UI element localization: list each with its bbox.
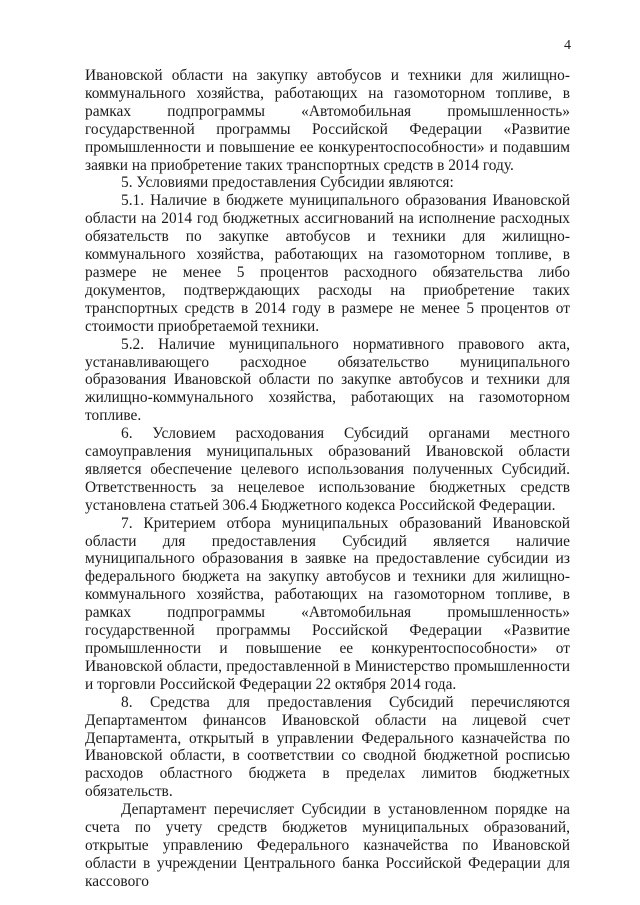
document-body (85, 67, 570, 891)
paragraph-item-7: 7. Критерием отбора муниципальных образований Ивановской области для предоставления Субсидий является наличие муниципального образования в заявке на предоставление субсидии из федерального бюджета на закупку автобусов и техники для жилищно-коммунального хозяйства, работающих на газомоторном топливе, в рамках подпрограммы «Автомобильная промышленность» государственной программы Российской Федерации «Развитие промышленности и повышение ее конкурентоспособности» от Ивановской области, предоставленной в Министерство промышленности и торговли Российской Федерации 22 октября 2014 года. (85, 514, 570, 693)
paragraph-continuation: Ивановской области на закупку автобусов и техники для жилищно-коммунального хозяйства, работающих на газомоторном топливе, в рамках подпрограммы «Автомобильная промышленность» государственной программы Российской Федерации «Развитие промышленности и повышение ее конкурентоспособности» и подавшим заявки на приобретение таких транспортных средств в 2014 году. (85, 67, 570, 174)
paragraph-item-5-1: 5.1. Наличие в бюджете муниципального образования Ивановской области на 2014 год бюджетных ассигнований на исполнение расходных обязательств по закупке автобусов и техники для жилищно-коммунального хозяйства, работающих на газомоторном топливе, в размере не менее 5 процентов расходного обязательства либо документов, подтверждающих расходы на приобретение таких транспортных средств в 2014 году в размере не менее 5 процентов от стоимости приобретаемой техники. (85, 192, 570, 335)
paragraph-item-8: 8. Средства для предоставления Субсидий перечисляются Департаментом финансов Ивановской области на лицевой счет Департамента, открытый в управлении Федерального казначейства по Ивановской области, в соответствии со сводной бюджетной росписью расходов областного бюджета в пределах лимитов бюджетных обязательств. (85, 693, 570, 801)
page-number: 4 (564, 38, 571, 53)
paragraph-item-6: 6. Условием расходования Субсидий органами местного самоуправления муниципальных образований Ивановской области является обеспечение целевого использования полученных Субсидий. Ответственность за нецелевое использование бюджетных средств установлена статьей 306.4 Бюджетного кодекса Российской Федерации. (85, 425, 570, 514)
paragraph-item-5: 5. Условиями предоставления Субсидии являются: (121, 174, 454, 192)
paragraph-item-5-2: 5.2. Наличие муниципального нормативного правового акта, устанавливающего расходное обязательство муниципального образования Ивановской области по закупке автобусов и техники для жилищно-коммунального хозяйства, работающих на газомоторном топливе. (85, 335, 570, 425)
paragraph-department-transfer: Департамент перечисляет Субсидии в установленном порядке на счета по учету средств бюджетов муниципальных образований, открытые управлению Федерального казначейства по Ивановской области в учреждении Центрального банка Российской Федерации для кассового (85, 801, 570, 890)
